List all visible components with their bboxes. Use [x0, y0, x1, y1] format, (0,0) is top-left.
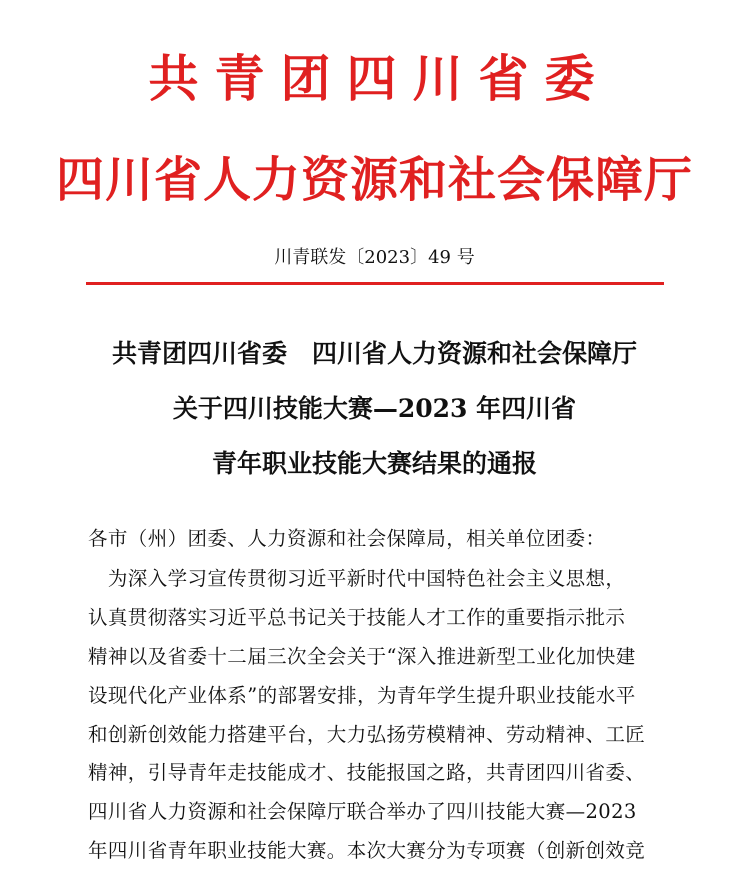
body-text-line: 四川省人力资源和社会保障厅联合举办了四川技能大赛—2023 — [88, 800, 637, 823]
document-number: 川青联发〔2023〕49 号 — [274, 247, 475, 268]
body-text-line: 年四川省青年职业技能大赛。本次大赛分为专项赛（创新创效竞 — [88, 839, 646, 862]
body-text-line: 精神，引导青年走技能成才、技能报国之路，共青团四川省委、 — [88, 761, 646, 784]
red-divider-line — [86, 282, 664, 285]
issuer-name-league: 共青团四川省委 — [148, 49, 611, 108]
body-text-line: 为深入学习宣传贯彻习近平新时代中国特色社会主义思想， — [88, 567, 626, 590]
salutation-line: 各市（州）团委、人力资源和社会保障局，相关单位团委： — [88, 527, 606, 550]
body-text-line: 设现代化产业体系”的部署安排，为青年学生提升职业技能水平 — [88, 684, 636, 707]
body-text-line: 和创新创效能力搭建平台，大力弘扬劳模精神、劳动精神、工匠 — [88, 723, 646, 746]
issuer-name-hrss: 四川省人力资源和社会保障厅 — [55, 152, 693, 208]
document-title-line-3: 青年职业技能大赛结果的通报 — [211, 449, 537, 478]
document-title-line-2: 关于四川技能大赛—2023 年四川省 — [172, 394, 577, 423]
body-text-line: 认真贯彻落实习近平总书记关于技能人才工作的重要指示批示 — [88, 606, 626, 629]
document-title-line-1: 共青团四川省委 四川省人力资源和社会保障厅 — [111, 339, 637, 368]
body-text-line: 精神以及省委十二届三次全会关于“深入推进新型工业化加快建 — [88, 645, 636, 668]
